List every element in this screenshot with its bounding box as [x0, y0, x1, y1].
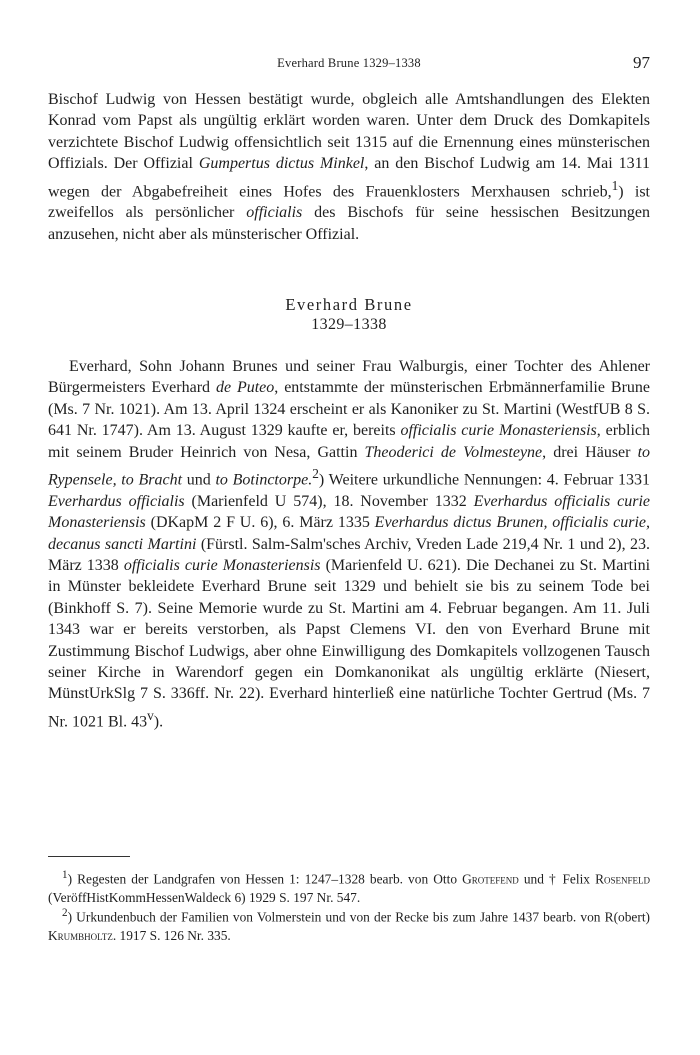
footnote-2 [48, 904, 650, 946]
text: (Marienfeld U. 621). Die Dechanei zu St. Martini in Münster bekleidete Everhard Brune seit 1329 und behielt sie bis zu seinem Tode bei (Binkhoff S. 7). Seine Memorie wurde zu St. Martini am 4. Februar begangen. Am 11. Juli 1343 war er bereits verstorben, als Papst Clemens VI. den von Everhard Brune mit Zustimmung Bischof Ludwigs, aber ohne Einwilligung des Domkapitels vollzogenen Tausch seiner Kirche in Warendorf gegen ein Domkanonikat als ungültig erklärte (Niesert, MünstUrkSlg 7 S. 336ff. Nr. 22). Everhard hinterließ eine natürliche Tochter Gertrud (Ms. 7 Nr. 1021 Bl. 43 [48, 556, 651, 731]
text: (Marienfeld U 574), 18. November 1332 [184, 492, 474, 510]
section-years: 1329–1338 [311, 316, 387, 333]
italic-text: Everhardus officialis curie Monasteriensis [48, 492, 650, 532]
text: ). [153, 713, 164, 731]
text: , drei Häuser [542, 443, 638, 461]
text: Everhard, Sohn Johann Brunes und seiner Frau Walburgis, einer Tochter des Ahlener Bürgermeisters Everhard [48, 358, 650, 397]
section-heading: Everhard Brune [285, 295, 413, 314]
running-head-title: Everhard Brune 1329–1338 [277, 56, 421, 70]
paragraph-biography [48, 356, 650, 733]
text: ) Regesten der Landgrafen von Hessen 1: 1247–1328 bearb. von Otto [67, 871, 463, 887]
italic-text: Everhardus dictus Brunen, officialis curie, decanus sancti Martini [48, 514, 651, 553]
author-name: Krumbholtz [48, 928, 113, 944]
paragraph-continued [48, 89, 650, 245]
text: und † Felix [518, 871, 596, 887]
text: , an den Bischof Ludwig am 14. Mai 1311 wegen der Abgabefreiheit eines Hofes des Frauenklosters Merxhausen schrieb, [48, 155, 651, 200]
italic-text: to Botinctorpe. [215, 471, 313, 489]
italic-text: Theoderici de Volmesteyne [364, 443, 543, 461]
text: (VeröffHistKommHessenWaldeck 6) 1929 S. 197 Nr. 547. [48, 890, 361, 906]
text: des Bischofs für seine hessischen Besitzungen anzusehen, nicht aber als münsterischer Offizial. [48, 204, 650, 243]
italic-text: de Puteo [215, 379, 275, 397]
author-name: Grotefend [462, 871, 519, 887]
footnote-1 [48, 866, 650, 908]
text: ) Urkundenbuch der Familien von Volmerstein und von der Recke bis zum Jahre 1437 bearb. von R(obert) [67, 909, 650, 925]
footnote-mark: 1 [62, 869, 68, 881]
italic-text: officialis curie Monasteriensis [123, 556, 321, 574]
footnote-ref: 1 [611, 177, 619, 193]
footnote-mark: 2 [62, 907, 68, 919]
running-head [48, 53, 650, 73]
text: ) ist zweifellos als persönlicher [48, 182, 650, 222]
italic-text: to Rypensele, to Bracht [48, 443, 651, 489]
superscript: v [147, 707, 154, 723]
italic-text: officialis [246, 204, 303, 222]
italic-text: Gumpertus dictus Minkel [198, 155, 365, 173]
text: (DKapM 2 F U. 6), 6. März 1335 [145, 514, 375, 532]
text: und [182, 471, 216, 489]
text: (Fürstl. Salm-Salm'sches Archiv, Vreden Lade 219,4 Nr. 1 und 2), 23. März 1338 [48, 535, 650, 574]
italic-text: Everhardus officialis [48, 492, 185, 510]
footnote-ref: 2 [312, 466, 319, 482]
text: . 1917 S. 126 Nr. 335. [112, 928, 231, 944]
footnote-divider [48, 856, 130, 857]
text: , erblich mit seinem Bruder Heinrich von Nesa, Gattin [48, 422, 651, 461]
page-number: 97 [633, 53, 650, 72]
text: ) Weitere urkundliche Nennungen: 4. Februar 1331 [318, 471, 651, 489]
book-page [48, 0, 650, 1055]
author-name: Rosenfeld [595, 871, 651, 887]
italic-text: officialis curie Monasteriensis [400, 422, 597, 440]
text: Bischof Ludwig von Hessen bestätigt wurde, obgleich alle Amtshandlungen des Elekten Konrad vom Papst als ungültig erklärt worden waren. Unter dem Druck des Domkapitels verzichtete Bischof Ludwig offensichtlich seit 1315 auf die Ernennung eines münsterischen Offizials. Der Offizial [48, 91, 650, 173]
text: , entstammte der münsterischen Erbmännerfamilie Brune (Ms. 7 Nr. 1021). Am 13. April 1324 erscheint er als Kanoniker zu St. Martini (WestfUB 8 S. 641 Nr. 1747). Am 13. August 1329 kaufte er, bereits [48, 379, 650, 440]
